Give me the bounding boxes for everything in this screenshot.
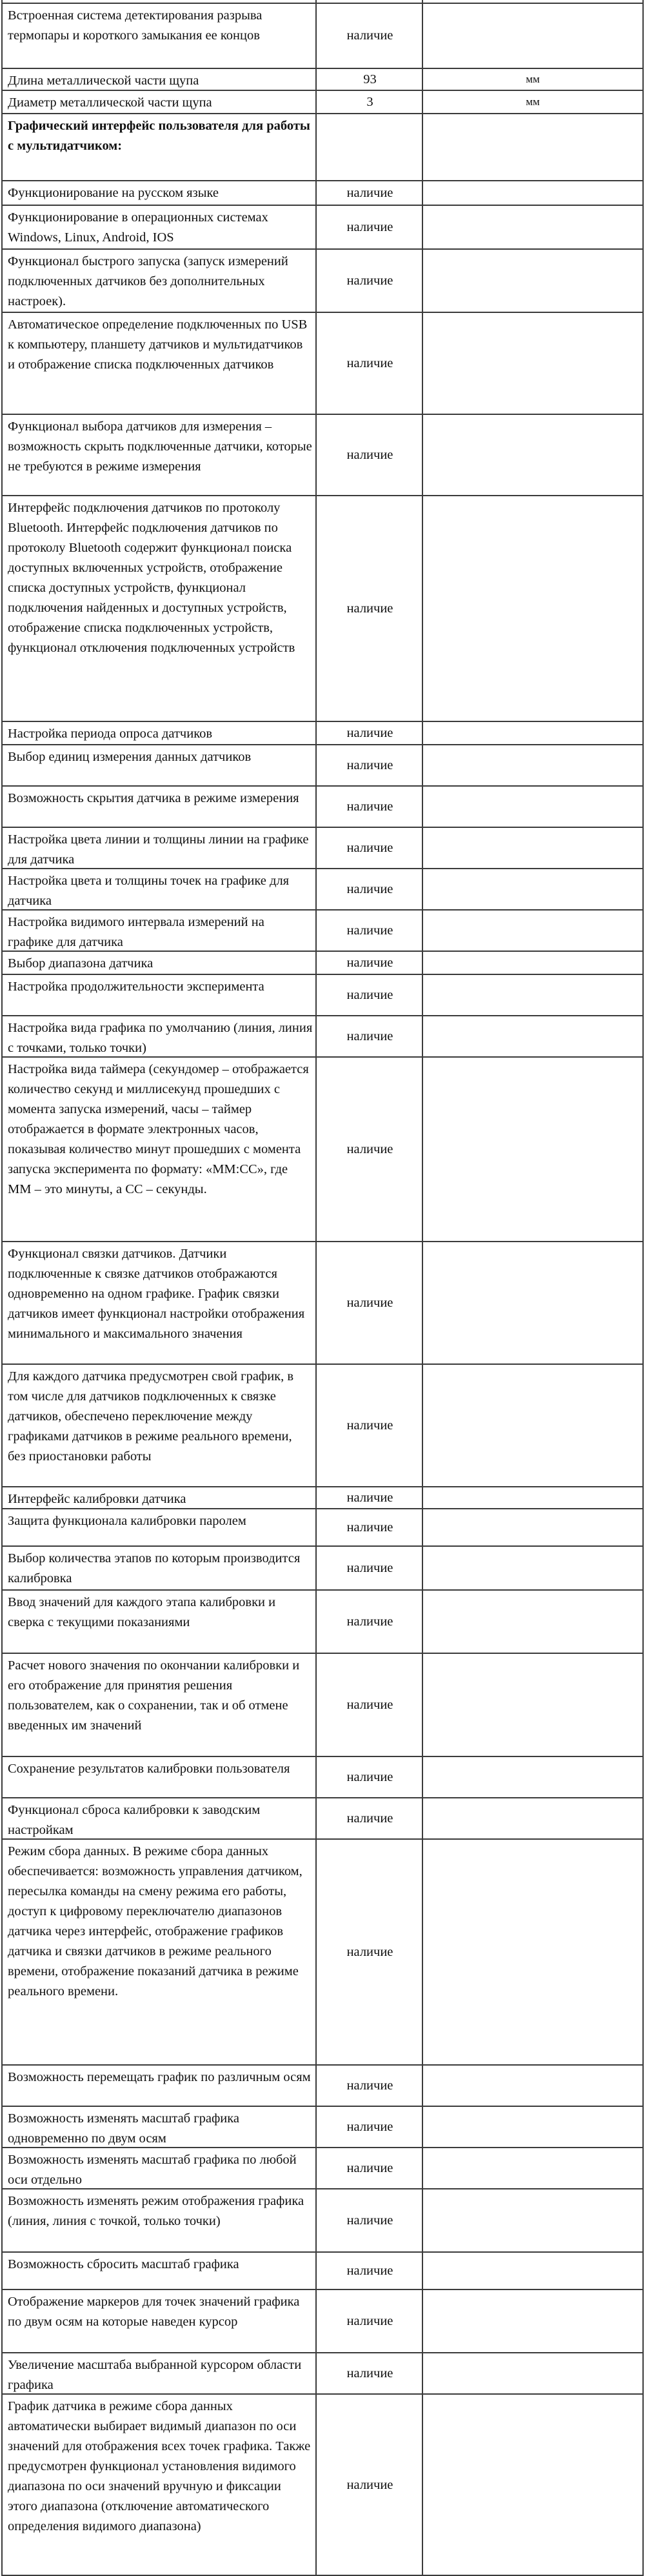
row-unit — [423, 2252, 642, 2289]
row-parameter: Настройка вида графика по умолчанию (линия, линия с точками, только точки) — [8, 1021, 313, 1055]
table-section-header — [0, 114, 645, 181]
table-row — [0, 1057, 645, 1242]
row-unit — [423, 2289, 642, 2353]
row-unit — [423, 1839, 642, 2065]
row-value: наличие — [346, 1560, 393, 1575]
table-row — [0, 2289, 645, 2353]
row-parameter: Возможность перемещать график по различным осям — [8, 2070, 311, 2084]
row-unit — [423, 1364, 642, 1487]
table-row — [0, 205, 645, 249]
table-row — [0, 1653, 645, 1756]
row-unit — [423, 1016, 642, 1057]
table-row — [0, 869, 645, 910]
row-parameter: Функционирование в операционных системах Windows, Linux, Android, IOS — [8, 210, 268, 245]
row-value: наличие — [346, 2477, 393, 2492]
row-value: наличие — [346, 219, 393, 234]
row-parameter: Возможность скрытия датчика в режиме измерения — [8, 791, 299, 805]
table-row — [0, 951, 645, 974]
row-value: 3 — [366, 94, 373, 109]
row-value: наличие — [346, 1142, 393, 1156]
row-unit — [423, 1242, 642, 1364]
row-parameter: Автоматическое определение подключенных по USB к компьютеру, планшету датчиков и мультидатчиков и отображение списка подключенных датчиков — [8, 317, 308, 372]
row-unit: мм — [526, 96, 540, 108]
row-value: наличие — [346, 1697, 393, 1712]
table-row — [0, 3, 645, 68]
row-parameter: Возможность изменять масштаб графика одновременно по двум осям — [8, 2111, 239, 2146]
row-unit — [423, 249, 642, 312]
row-value: наличие — [346, 758, 393, 772]
table-row — [0, 2252, 645, 2289]
row-value: наличие — [346, 2313, 393, 2328]
row-unit — [423, 2394, 642, 2576]
row-unit — [423, 2353, 642, 2394]
table-row — [0, 1487, 645, 1509]
table-row — [0, 910, 645, 951]
row-parameter: Настройка вида таймера (секундомер – отображается количество секунд и миллисекунд прошедших с момента запуска измерений, часы – таймер отображается в формате электронных часов, показывая количество минут прошедших с момента запуска эксперимента по формату: «ММ:СС», где ММ – это минуты, а СС – секунды. — [8, 1062, 309, 1196]
row-unit — [423, 1756, 642, 1798]
row-value — [317, 114, 423, 181]
row-unit — [423, 869, 642, 910]
row-parameter: Отображение маркеров для точек значений графика по двум осям на которые наведен курсор — [8, 2295, 300, 2329]
table-row — [0, 1364, 645, 1487]
row-value: наличие — [346, 1944, 393, 1959]
table-row — [0, 2189, 645, 2252]
table-row — [0, 2394, 645, 2576]
row-parameter: Настройка цвета и толщины точек на графике для датчика — [8, 874, 290, 908]
row-parameter: Функционал связки датчиков. Датчики подключенные к связке датчиков отображаются одновременно на одном графике. График связки датчиков имеет функционал настройки отображения минимального и максимального значения — [8, 1247, 305, 1341]
row-parameter: Графический интерфейс пользователя для работы с мультидатчиком: — [8, 119, 310, 153]
row-parameter: Расчет нового значения по окончании калибровки и его отображение для принятия решения пользователем, как о сохранении, так и об отмене введенных им значений — [8, 1658, 300, 1733]
row-parameter: Для каждого датчика предусмотрен свой график, в том числе для датчиков подключенных к связке датчиков, обеспечено переключение между графиками датчиков в режиме реального времени, без приостановки работы — [8, 1369, 294, 1464]
row-unit — [423, 2189, 642, 2252]
row-value: наличие — [346, 447, 393, 462]
row-unit — [423, 2148, 642, 2189]
row-unit — [423, 2065, 642, 2106]
table-row — [0, 496, 645, 721]
row-parameter: Настройка продолжительности эксперимента — [8, 980, 264, 994]
row-unit — [423, 114, 642, 181]
row-unit — [423, 414, 642, 496]
row-unit — [423, 312, 642, 414]
row-parameter: Выбор диапазона датчика — [8, 956, 154, 971]
row-value: наличие — [346, 28, 393, 43]
row-parameter: Диаметр металлической части щупа — [8, 96, 212, 110]
row-parameter: Возможность изменять режим отображения графика (линия, линия с точкой, только точки) — [8, 2194, 304, 2228]
row-value: наличие — [346, 1295, 393, 1310]
table-row — [0, 414, 645, 496]
row-value: наличие — [346, 1029, 393, 1043]
row-parameter: Настройка периода опроса датчиков — [8, 727, 213, 741]
row-value: наличие — [346, 1418, 393, 1433]
table-row — [0, 312, 645, 414]
row-value: наличие — [346, 725, 393, 740]
row-unit — [423, 951, 642, 974]
row-value: наличие — [346, 2263, 393, 2278]
row-value: наличие — [346, 2366, 393, 2380]
table-row — [0, 974, 645, 1016]
row-parameter: Режим сбора данных. В режиме сбора данных обеспечивается: возможность управления датчиком, пересылка команды на смену режима его работы, доступ к цифровому переключателю диапазонов датчика через интерфейс, отображение графиков датчика и связки датчиков в режиме реального времени, отображение показаний датчика в режиме реального времени. — [8, 1844, 303, 1998]
row-unit — [423, 1590, 642, 1653]
row-value: наличие — [346, 1811, 393, 1826]
table-row — [0, 721, 645, 745]
row-parameter: Сохранение результатов калибровки пользователя — [8, 1762, 290, 1776]
row-unit — [423, 181, 642, 205]
row-parameter: Функционал сброса калибровки к заводским настройкам — [8, 1803, 261, 1837]
row-value: наличие — [346, 881, 393, 896]
row-parameter: Функционал выбора датчиков для измерения – возможность скрыть подключенные датчики, которые не требуются в режиме измерения — [8, 419, 312, 474]
table-row — [0, 2106, 645, 2148]
table-row — [0, 786, 645, 827]
row-unit — [423, 910, 642, 951]
table-row — [0, 1509, 645, 1546]
row-parameter: Возможность изменять масштаб графика по любой оси отдельно — [8, 2153, 297, 2187]
row-parameter: Интерфейс подключения датчиков по протоколу Bluetooth. Интерфейс подключения датчиков по протоколу Bluetooth содержит функционал поиска доступных включенных устройств, отображение списка доступных устройств, функционал подключения найденных и доступных устройств, отображение списка подключенных устройств, функционал отключения подключенных устройств — [8, 501, 295, 655]
row-parameter: Выбор единиц измерения данных датчиков — [8, 750, 252, 764]
table-row — [0, 1242, 645, 1364]
table-row — [0, 2148, 645, 2189]
row-value: наличие — [346, 923, 393, 938]
row-value: наличие — [346, 2160, 393, 2175]
row-value: наличие — [346, 955, 393, 970]
row-parameter: График датчика в режиме сбора данных автоматически выбирает видимый диапазон по оси значений для отображения всех точек графика. Также предусмотрен функционал установления видимого диапазона по оси значений вручную и фиксации этого диапазона (отключение автоматического определения видимого диапазона) — [8, 2399, 311, 2533]
row-parameter: Ввод значений для каждого этапа калибровки и сверка с текущими показаниями — [8, 1595, 276, 1629]
row-unit — [423, 827, 642, 869]
row-parameter: Настройка видимого интервала измерений на графике для датчика — [8, 915, 264, 949]
row-unit — [423, 205, 642, 249]
table-row — [0, 90, 645, 114]
table-row — [0, 745, 645, 786]
row-value: наличие — [346, 1520, 393, 1535]
row-value: наличие — [346, 273, 393, 288]
table-row — [0, 1590, 645, 1653]
row-value: наличие — [346, 185, 393, 200]
row-unit — [423, 1057, 642, 1242]
table-row — [0, 68, 645, 90]
table-row — [0, 1546, 645, 1590]
row-value: наличие — [346, 2078, 393, 2093]
row-value: наличие — [346, 356, 393, 370]
row-unit — [423, 1509, 642, 1546]
row-parameter: Увеличение масштаба выбранной курсором области графика — [8, 2358, 302, 2392]
row-value: наличие — [346, 799, 393, 814]
row-value: 93 — [363, 72, 377, 86]
row-parameter: Возможность сбросить масштаб графика — [8, 2257, 239, 2271]
row-unit — [423, 1546, 642, 1590]
row-value: наличие — [346, 1490, 393, 1505]
row-value: наличие — [346, 2119, 393, 2134]
row-value: наличие — [346, 601, 393, 616]
row-unit: мм — [526, 73, 540, 85]
row-unit — [423, 496, 642, 721]
row-unit — [423, 974, 642, 1016]
row-value: наличие — [346, 1614, 393, 1629]
row-parameter: Интерфейс калибровки датчика — [8, 1492, 186, 1506]
table-row — [0, 2353, 645, 2394]
row-parameter: Функционирование на русском языке — [8, 186, 219, 200]
row-value: наличие — [346, 840, 393, 855]
row-value: наличие — [346, 987, 393, 1002]
table-row — [0, 1798, 645, 1839]
table-row — [0, 181, 645, 205]
row-unit — [423, 2106, 642, 2148]
row-value: наличие — [346, 1769, 393, 1784]
table-row — [0, 1016, 645, 1057]
row-value: наличие — [346, 2213, 393, 2228]
row-parameter: Защита функционала калибровки паролем — [8, 1514, 246, 1528]
table-row — [0, 1839, 645, 2065]
table-row — [0, 249, 645, 312]
table-row — [0, 827, 645, 869]
row-parameter: Выбор количества этапов по которым производится калибровка — [8, 1551, 301, 1585]
row-parameter: Встроенная система детектирования разрыва термопары и короткого замыкания ее концов — [8, 8, 263, 43]
table-row — [0, 2065, 645, 2106]
row-unit — [423, 1487, 642, 1509]
row-unit — [423, 721, 642, 745]
row-unit — [423, 1798, 642, 1839]
row-unit — [423, 3, 642, 68]
row-unit — [423, 786, 642, 827]
row-unit — [423, 1653, 642, 1756]
row-parameter: Длина металлической части щупа — [8, 74, 199, 88]
row-parameter: Настройка цвета линии и толщины линии на графике для датчика — [8, 832, 309, 867]
table-row — [0, 1756, 645, 1798]
row-unit — [423, 745, 642, 786]
row-parameter: Функционал быстрого запуска (запуск измерений подключенных датчиков без дополнительных настроек). — [8, 254, 288, 308]
